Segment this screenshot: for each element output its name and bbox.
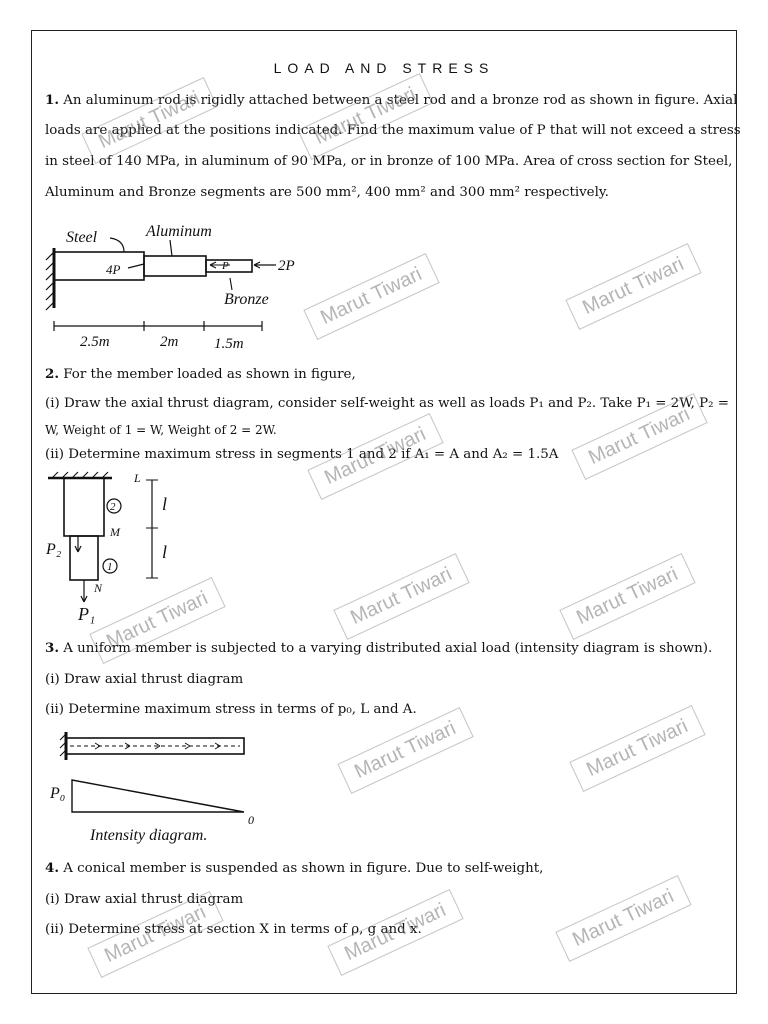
length-l2: l [162,542,168,562]
length-bronze: 1.5m [214,336,244,352]
watermark: Marut Tiwari [297,73,433,160]
watermark: Marut Tiwari [337,707,473,794]
q3-part-ii: (ii) Determine maximum stress in terms of p₀, L and A. [45,702,417,717]
load-p-label: P [222,260,229,272]
length-l1: l [162,494,168,514]
q1-figure [40,218,300,358]
q1-line2: loads are applied at the positions indicated. Find the maximum value of P that will not exceed a stress [45,123,741,138]
segment-1 [70,536,98,580]
length-steel: 2.5m [80,334,110,350]
watermark: Marut Tiwari [307,413,443,500]
q1-line4: Aluminum and Bronze segments are 500 mm², 400 mm² and 300 mm² respectively. [45,185,609,200]
q4-part-ii: (ii) Determine stress at section X in terms of ρ, g and x. [45,922,422,937]
length-aluminum: 2m [160,334,179,350]
aluminum-label: Aluminum [146,223,212,240]
intensity-caption: Intensity diagram. [90,827,208,844]
steel-label: Steel [66,229,98,246]
q2-number: 2. [45,366,59,382]
q1-line1: 1. An aluminum rod is rigidly attached between a steel rod and a bronze rod as shown in figure. Axial [45,92,738,108]
segment-1-label: 1 [107,561,113,573]
load-2p-label: 2P [278,258,295,274]
q4-number: 4. [45,860,59,876]
top-label: L [134,471,141,485]
q1-number: 1. [45,92,59,108]
intensity-p0-label: P₀ [50,785,66,802]
watermark: Marut Tiwari [559,553,695,640]
q3-number: 3. [45,640,59,656]
segment-2-label: 2 [110,501,116,513]
aluminum-segment [144,256,206,276]
watermark: Marut Tiwari [81,77,217,164]
q2-part-ii: (ii) Determine maximum stress in segments 1 and 2 if A₁ = A and A₂ = 1.5A [45,447,559,462]
q4-part-i: (i) Draw axial thrust diagram [45,892,244,907]
watermark: Marut Tiwari [333,553,469,640]
watermark: Marut Tiwari [571,393,707,480]
steel-segment [54,252,144,280]
load-p2-label: P₂ [46,541,62,558]
watermark: Marut Tiwari [327,889,463,976]
watermark: Marut Tiwari [555,875,691,962]
q3-part-i: (i) Draw axial thrust diagram [45,672,244,687]
q2-part-i-line1: (i) Draw the axial thrust diagram, consider self-weight as well as loads P₁ and P₂. Take P₁ = 2W, P₂ = [45,396,729,411]
segment-2 [64,478,104,536]
q3-intro: 3. A uniform member is subjected to a varying distributed axial load (intensity diagram is shown). [45,640,713,656]
watermark: Marut Tiwari [565,243,701,330]
watermark: Marut Tiwari [569,705,705,792]
load-4p-label: 4P [106,262,121,277]
bronze-label: Bronze [224,291,269,308]
watermark: Marut Tiwari [303,253,439,340]
q2-figure [40,470,200,630]
point-n-label: N [94,581,103,595]
q4-intro: 4. A conical member is suspended as shown in figure. Due to self-weight, [45,860,544,876]
q1-line3: in steel of 140 MPa, in aluminum of 90 MPa, or in bronze of 100 MPa. Area of cross section for Steel, [45,154,733,169]
q2-part-i-line2: W, Weight of 1 = W, Weight of 2 = 2W. [45,423,277,437]
page-title: LOAD AND STRESS [273,60,495,76]
watermark: Marut Tiwari [87,891,223,978]
q3-figure [40,728,280,848]
q2-intro: 2. For the member loaded as shown in figure, [45,366,356,382]
intensity-triangle [72,780,244,812]
intensity-zero-label: 0 [248,813,254,827]
point-m-label: M [110,525,120,539]
watermark: Marut Tiwari [89,577,225,664]
load-p1-label: P₁ [78,604,96,624]
